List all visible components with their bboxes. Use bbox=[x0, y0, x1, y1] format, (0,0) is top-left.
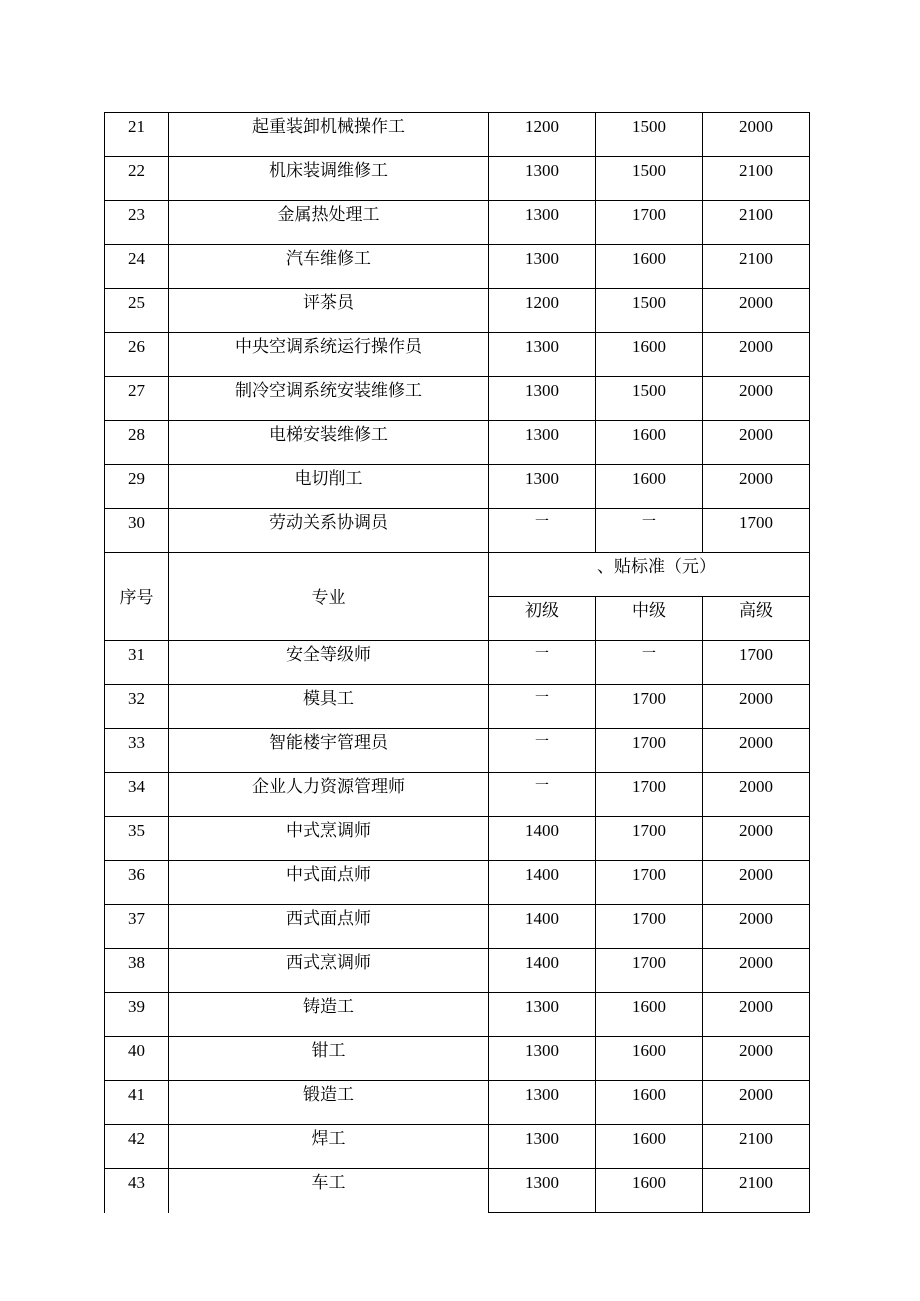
row-major: 车工 bbox=[169, 1169, 489, 1213]
row-junior: 1300 bbox=[489, 465, 596, 509]
row-junior: 1300 bbox=[489, 377, 596, 421]
table-row bbox=[105, 685, 810, 729]
row-major: 电梯安装维修工 bbox=[169, 421, 489, 465]
row-junior: 1400 bbox=[489, 905, 596, 949]
row-middle: 1600 bbox=[596, 1169, 703, 1213]
table-row bbox=[105, 465, 810, 509]
table-row bbox=[105, 245, 810, 289]
row-number: 30 bbox=[105, 509, 169, 553]
row-junior: 1300 bbox=[489, 1037, 596, 1081]
row-major: 评茶员 bbox=[169, 289, 489, 333]
row-number: 23 bbox=[105, 201, 169, 245]
row-middle: 1500 bbox=[596, 113, 703, 157]
row-junior: 1300 bbox=[489, 993, 596, 1037]
row-junior: 1400 bbox=[489, 817, 596, 861]
row-number: 35 bbox=[105, 817, 169, 861]
table-row bbox=[105, 289, 810, 333]
table-row bbox=[105, 1125, 810, 1169]
row-senior: 2100 bbox=[703, 1125, 810, 1169]
row-major: 中央空调系统运行操作员 bbox=[169, 333, 489, 377]
row-middle: 1700 bbox=[596, 685, 703, 729]
row-middle: 一 bbox=[596, 509, 703, 553]
header-group-label: 、贴标准（元） bbox=[597, 557, 716, 576]
row-senior: 2000 bbox=[703, 465, 810, 509]
row-number: 40 bbox=[105, 1037, 169, 1081]
row-major: 模具工 bbox=[169, 685, 489, 729]
row-middle: 1600 bbox=[596, 465, 703, 509]
row-junior: 一 bbox=[489, 773, 596, 817]
table-row bbox=[105, 729, 810, 773]
row-junior: 一 bbox=[489, 685, 596, 729]
row-major: 焊工 bbox=[169, 1125, 489, 1169]
table-row bbox=[105, 949, 810, 993]
row-major: 钳工 bbox=[169, 1037, 489, 1081]
row-major: 汽车维修工 bbox=[169, 245, 489, 289]
table-row bbox=[105, 201, 810, 245]
table-row bbox=[105, 905, 810, 949]
row-middle: 1700 bbox=[596, 861, 703, 905]
row-major: 金属热处理工 bbox=[169, 201, 489, 245]
row-senior: 1700 bbox=[703, 641, 810, 685]
header-junior: 初级 bbox=[489, 597, 596, 641]
row-senior: 2000 bbox=[703, 685, 810, 729]
row-number: 31 bbox=[105, 641, 169, 685]
row-major: 智能楼宇管理员 bbox=[169, 729, 489, 773]
row-middle: 1600 bbox=[596, 1081, 703, 1125]
row-middle: 1700 bbox=[596, 949, 703, 993]
row-senior: 2000 bbox=[703, 905, 810, 949]
row-middle: 1600 bbox=[596, 245, 703, 289]
row-senior: 1700 bbox=[703, 509, 810, 553]
row-major: 起重装卸机械操作工 bbox=[169, 113, 489, 157]
header-middle: 中级 bbox=[596, 597, 703, 641]
row-senior: 2000 bbox=[703, 333, 810, 377]
table-row bbox=[105, 421, 810, 465]
row-junior: 一 bbox=[489, 641, 596, 685]
row-senior: 2000 bbox=[703, 993, 810, 1037]
row-middle: 1700 bbox=[596, 773, 703, 817]
row-junior: 1200 bbox=[489, 289, 596, 333]
row-major: 机床装调维修工 bbox=[169, 157, 489, 201]
table-row bbox=[105, 861, 810, 905]
row-junior: 1300 bbox=[489, 421, 596, 465]
subsidy-table bbox=[104, 112, 810, 1213]
table-row bbox=[105, 817, 810, 861]
row-junior: 1300 bbox=[489, 1081, 596, 1125]
table-row bbox=[105, 157, 810, 201]
header-major: 专业 bbox=[169, 553, 489, 641]
table-row bbox=[105, 1081, 810, 1125]
row-senior: 2000 bbox=[703, 817, 810, 861]
row-junior: 1300 bbox=[489, 333, 596, 377]
row-number: 26 bbox=[105, 333, 169, 377]
row-major: 中式烹调师 bbox=[169, 817, 489, 861]
row-major: 西式面点师 bbox=[169, 905, 489, 949]
row-number: 34 bbox=[105, 773, 169, 817]
row-middle: 1700 bbox=[596, 817, 703, 861]
row-middle: 1500 bbox=[596, 289, 703, 333]
row-senior: 2000 bbox=[703, 113, 810, 157]
header-group bbox=[489, 553, 810, 597]
row-junior: 一 bbox=[489, 729, 596, 773]
row-junior: 一 bbox=[489, 509, 596, 553]
row-senior: 2000 bbox=[703, 773, 810, 817]
row-number: 37 bbox=[105, 905, 169, 949]
row-senior: 2000 bbox=[703, 1081, 810, 1125]
row-number: 41 bbox=[105, 1081, 169, 1125]
row-major: 铸造工 bbox=[169, 993, 489, 1037]
row-number: 36 bbox=[105, 861, 169, 905]
row-major: 企业人力资源管理师 bbox=[169, 773, 489, 817]
header-no: 序号 bbox=[105, 553, 169, 641]
header-senior: 高级 bbox=[703, 597, 810, 641]
row-number: 21 bbox=[105, 113, 169, 157]
row-middle: 1500 bbox=[596, 377, 703, 421]
row-middle: 1600 bbox=[596, 993, 703, 1037]
row-junior: 1400 bbox=[489, 861, 596, 905]
row-senior: 2100 bbox=[703, 201, 810, 245]
row-middle: 1700 bbox=[596, 201, 703, 245]
row-senior: 2100 bbox=[703, 157, 810, 201]
row-senior: 2000 bbox=[703, 377, 810, 421]
row-major: 西式烹调师 bbox=[169, 949, 489, 993]
row-senior: 2000 bbox=[703, 729, 810, 773]
row-junior: 1200 bbox=[489, 113, 596, 157]
table-row bbox=[105, 113, 810, 157]
table-row bbox=[105, 1037, 810, 1081]
row-number: 22 bbox=[105, 157, 169, 201]
row-middle: 1600 bbox=[596, 1125, 703, 1169]
row-junior: 1300 bbox=[489, 1169, 596, 1213]
table-row bbox=[105, 1169, 810, 1213]
row-major: 制冷空调系统安装维修工 bbox=[169, 377, 489, 421]
row-number: 43 bbox=[105, 1169, 169, 1213]
row-senior: 2100 bbox=[703, 245, 810, 289]
row-number: 39 bbox=[105, 993, 169, 1037]
row-number: 38 bbox=[105, 949, 169, 993]
table-body-top bbox=[105, 113, 810, 553]
row-major: 安全等级师 bbox=[169, 641, 489, 685]
table-row bbox=[105, 641, 810, 685]
row-number: 32 bbox=[105, 685, 169, 729]
table-row bbox=[105, 993, 810, 1037]
header-row-1 bbox=[105, 553, 810, 597]
row-number: 42 bbox=[105, 1125, 169, 1169]
row-junior: 1300 bbox=[489, 245, 596, 289]
row-number: 29 bbox=[105, 465, 169, 509]
row-junior: 1300 bbox=[489, 201, 596, 245]
row-middle: 1500 bbox=[596, 157, 703, 201]
row-middle: 1600 bbox=[596, 333, 703, 377]
row-major: 电切削工 bbox=[169, 465, 489, 509]
row-junior: 1400 bbox=[489, 949, 596, 993]
row-number: 28 bbox=[105, 421, 169, 465]
row-middle: 1600 bbox=[596, 1037, 703, 1081]
table-body-bottom bbox=[105, 641, 810, 1213]
row-middle: 1700 bbox=[596, 729, 703, 773]
row-senior: 2000 bbox=[703, 861, 810, 905]
table-row bbox=[105, 509, 810, 553]
row-senior: 2000 bbox=[703, 949, 810, 993]
table-row bbox=[105, 377, 810, 421]
row-number: 25 bbox=[105, 289, 169, 333]
row-senior: 2000 bbox=[703, 1037, 810, 1081]
row-major: 劳动关系协调员 bbox=[169, 509, 489, 553]
row-major: 锻造工 bbox=[169, 1081, 489, 1125]
row-senior: 2000 bbox=[703, 421, 810, 465]
row-number: 24 bbox=[105, 245, 169, 289]
row-middle: 1600 bbox=[596, 421, 703, 465]
row-middle: 1700 bbox=[596, 905, 703, 949]
row-senior: 2100 bbox=[703, 1169, 810, 1213]
row-junior: 1300 bbox=[489, 157, 596, 201]
row-number: 27 bbox=[105, 377, 169, 421]
row-junior: 1300 bbox=[489, 1125, 596, 1169]
table-header bbox=[105, 553, 810, 641]
row-senior: 2000 bbox=[703, 289, 810, 333]
table-row bbox=[105, 333, 810, 377]
table-row bbox=[105, 773, 810, 817]
row-middle: 一 bbox=[596, 641, 703, 685]
row-number: 33 bbox=[105, 729, 169, 773]
row-major: 中式面点师 bbox=[169, 861, 489, 905]
